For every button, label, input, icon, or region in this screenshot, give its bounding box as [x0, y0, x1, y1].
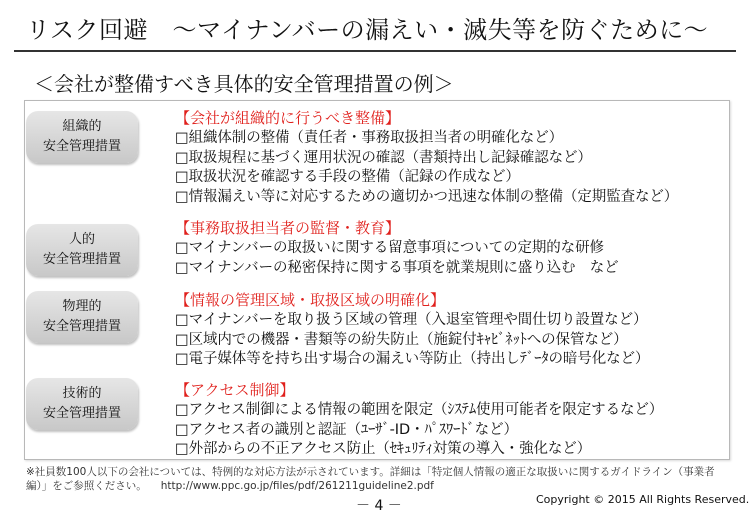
title-divider [14, 50, 736, 52]
measure-heading: 【情報の管理区域・取扱区域の明確化】 [175, 291, 446, 309]
organizational-measures-label [26, 111, 138, 163]
page-number: － 4 － [356, 498, 402, 514]
human-measures-label [26, 224, 138, 276]
slide-subtitle: ＜会社が整備すべき具体的安全管理措置の例＞ [34, 72, 454, 96]
measure-item: □取扱規程に基づく運用状況の確認（書類持出し記録確認など） [175, 149, 592, 166]
copyright: Copyright © 2015 All Rights Reserved. [536, 493, 750, 506]
pill-label-line2: 安全管理措置 [42, 139, 121, 154]
measure-item: □情報漏えい等に対応するための適切かつ迅速な体制の整備（定期監査など） [175, 188, 679, 205]
pill-label-line1: 人的 [68, 232, 95, 247]
pill-label-line2: 安全管理措置 [42, 252, 121, 267]
physical-measures-block [175, 290, 649, 370]
organizational-measures-block [175, 108, 678, 207]
measure-item: □外部からの不正アクセス防止（ｾｷｭﾘﾃｨ対策の導入・強化など） [175, 441, 592, 457]
measure-item: □マイナンバーの秘密保持に関する事項を就業規則に盛り込む など [175, 259, 619, 276]
measure-item: □アクセス者の識別と認証（ﾕｰｻﾞ-ID・ﾊﾟｽﾜｰﾄﾞなど） [175, 421, 518, 438]
physical-measures-label [26, 291, 138, 343]
measure-item: □組織体制の整備（責任者・事務取扱担当者の明確化など） [175, 130, 563, 146]
pill-label-line2: 安全管理措置 [42, 319, 121, 334]
measure-item: □アクセス制御による情報の範囲を限定（ｼｽﾃﾑ使用可能者を限定するなど） [175, 402, 664, 418]
pill-label-line1: 組織的 [62, 119, 102, 134]
measure-item: □取扱状況を確認する手段の整備（記録の作成など） [175, 169, 520, 185]
human-measures-block [175, 218, 619, 278]
technical-measures-label [26, 378, 138, 430]
measure-heading: 【事務取扱担当者の監督・教育】 [175, 219, 401, 237]
slide-title: リスク回避 ～マイナンバーの漏えい・滅失等を防ぐために～ [26, 16, 709, 44]
footnote [26, 465, 726, 493]
technical-measures-block [175, 380, 663, 460]
footnote-text: ※社員数100人以下の会社については、特例的な対応方法が示されています。詳細は「特定個人情報の適正な取扱いに関するガイドライン（事業者編）」をご参照ください。 [26, 466, 715, 492]
guideline-link[interactable]: http://www.ppc.go.jp/files/pdf/261211guideline2.pdf [160, 480, 434, 492]
measure-heading: 【アクセス制御】 [175, 381, 295, 399]
measure-item: □電子媒体等を持ち出す場合の漏えい等防止（持出しﾃﾞｰﾀの暗号化など） [175, 351, 650, 367]
measure-heading: 【会社が組織的に行うべき整備】 [175, 109, 401, 127]
measure-item: □区域内での機器・書類等の紛失防止（施錠付ｷｬﾋﾞﾈｯﾄへの保管など） [175, 331, 628, 348]
pill-label-line1: 物理的 [62, 299, 102, 314]
pill-label-line2: 安全管理措置 [42, 406, 121, 421]
measure-item: □マイナンバーを取り扱う区域の管理（入退室管理や間仕切り設置など） [175, 312, 648, 328]
pill-label-line1: 技術的 [62, 386, 102, 401]
measure-item: □マイナンバーの取扱いに関する留意事項についての定期的な研修 [175, 240, 604, 256]
